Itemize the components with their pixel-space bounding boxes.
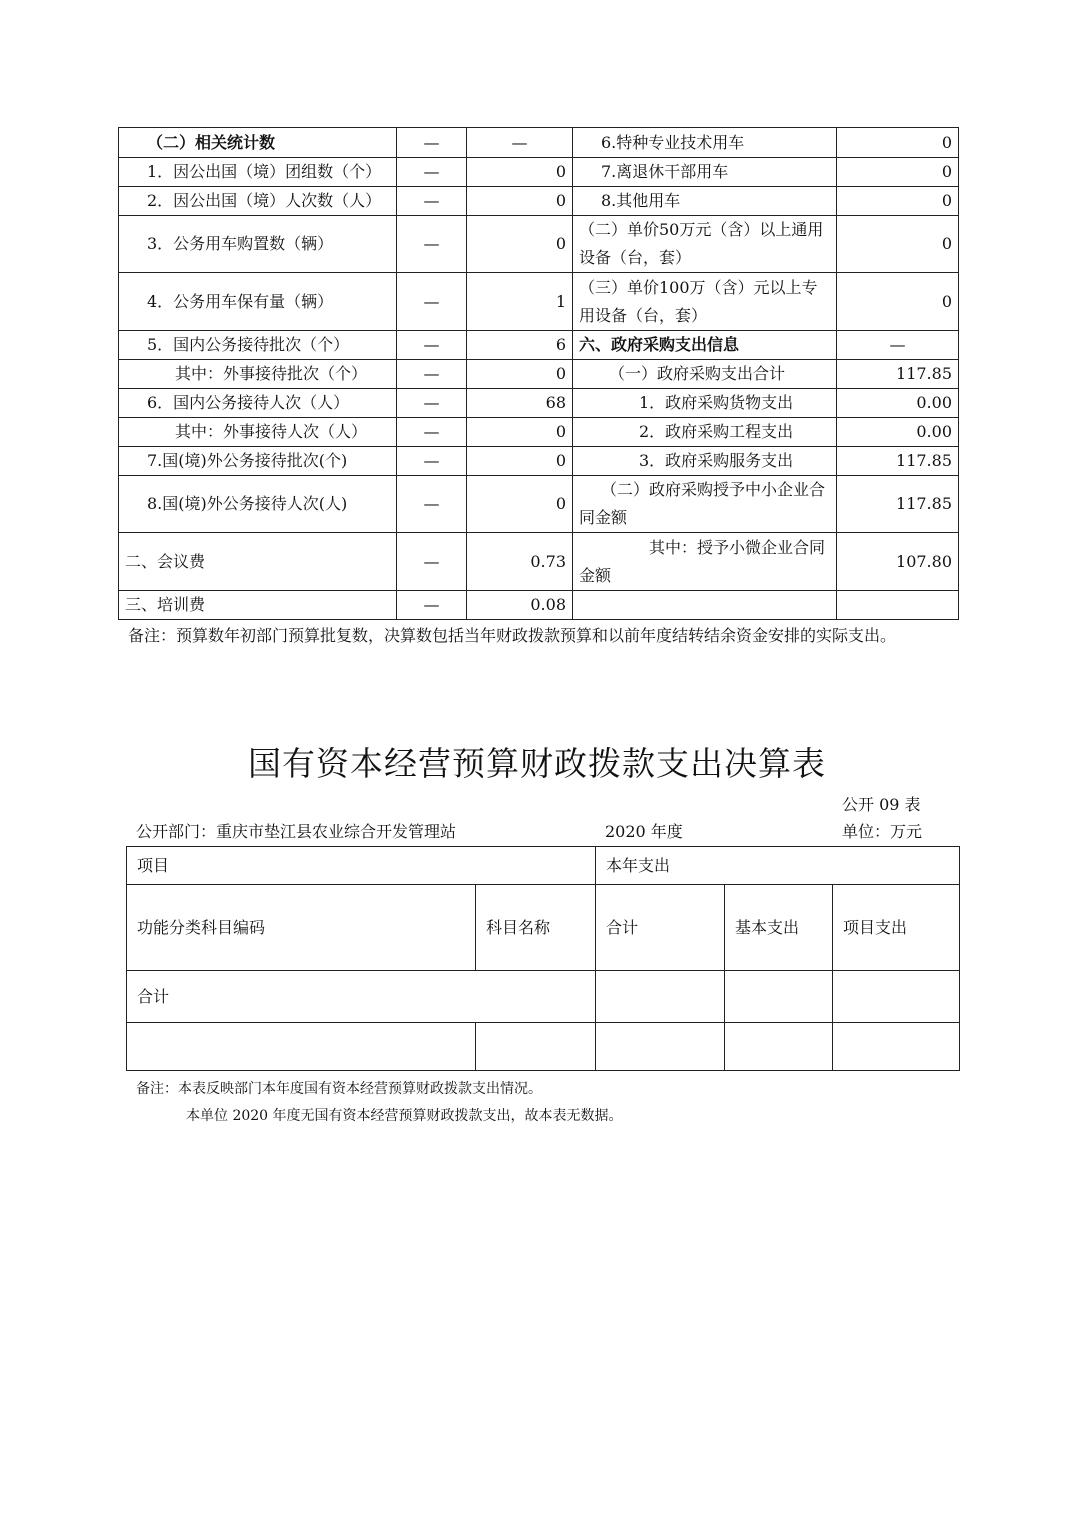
row-label: 2．因公出国（境）人次数（人） [119,187,397,216]
row-label: 1．因公出国（境）团组数（个） [119,158,397,187]
row-label: （二）相关统计数 [119,128,397,158]
row-label: 5．国内公务接待批次（个） [119,331,397,360]
row-label-right: （二）政府采购授予中小企业合同金额 [573,476,837,533]
code-cell [127,1023,476,1071]
row-label-right: 六、政府采购支出信息 [573,331,837,360]
row-label-right: （三）单价100万（含）元以上专用设备（台，套） [573,273,837,331]
budget-cell: — [397,360,467,389]
year-label: 2020 年度 [605,822,683,841]
column-header-row [127,885,960,971]
stats-table [118,127,959,620]
final-cell: 0 [467,418,573,447]
table-row [119,591,959,620]
total-cell [596,971,725,1023]
final-cell: 0 [467,158,573,187]
budget-cell: — [397,591,467,620]
total-cell [596,1023,725,1071]
project-cell [833,1023,960,1071]
table-row [127,1023,960,1071]
table-row [119,187,959,216]
value-cell-right: 0 [837,216,959,273]
final-cell: 6 [467,331,573,360]
final-cell: 0 [467,216,573,273]
col-basic: 基本支出 [725,885,833,971]
value-cell-right: 0 [837,158,959,187]
table-row [119,360,959,389]
final-cell: 0 [467,447,573,476]
final-cell: 1 [467,273,573,331]
col-name: 科目名称 [476,885,596,971]
table-row [119,216,959,273]
form-code: 公开 09 表 [842,795,921,814]
row-label-right: 8.其他用车 [573,187,837,216]
row-label-right [573,591,837,620]
row-label-right: 1．政府采购货物支出 [573,389,837,418]
budget-cell: — [397,216,467,273]
row-label-right: （二）单价50万元（含）以上通用设备（台，套） [573,216,837,273]
total-label: 合计 [127,971,596,1023]
col-project: 项目支出 [833,885,960,971]
final-cell: — [467,128,573,158]
final-cell: 68 [467,389,573,418]
budget-cell: — [397,476,467,533]
value-cell-right: — [837,331,959,360]
row-label: 其中：外事接待人次（人） [119,418,397,447]
header-item: 项目 [127,847,596,885]
budget-cell: — [397,533,467,591]
row-label-right: （一）政府采购支出合计 [573,360,837,389]
value-cell-right: 0 [837,187,959,216]
basic-cell [725,971,833,1023]
budget-cell: — [397,187,467,216]
value-cell-right: 107.80 [837,533,959,591]
final-cell: 0.73 [467,533,573,591]
value-cell-right: 117.85 [837,476,959,533]
capital-budget-table [126,846,960,1071]
col-total: 合计 [596,885,725,971]
row-label: 二、会议费 [119,533,397,591]
col-code: 功能分类科目编码 [127,885,476,971]
budget-cell: — [397,128,467,158]
budget-cell: — [397,158,467,187]
row-label: 7.国(境)外公务接待批次(个) [119,447,397,476]
basic-cell [725,1023,833,1071]
total-row [127,971,960,1023]
table-row [119,331,959,360]
value-cell-right: 117.85 [837,360,959,389]
final-cell: 0 [467,187,573,216]
row-label-right: 其中：授予小微企业合同金额 [573,533,837,591]
row-label-right: 3．政府采购服务支出 [573,447,837,476]
value-cell-right: 0 [837,273,959,331]
row-label: 6．国内公务接待人次（人） [119,389,397,418]
row-label-right: 6.特种专业技术用车 [573,128,837,158]
value-cell-right: 117.85 [837,447,959,476]
table-row [119,389,959,418]
budget-cell: — [397,418,467,447]
row-label: 其中：外事接待批次（个） [119,360,397,389]
budget-cell: — [397,273,467,331]
table-row [119,128,959,158]
budget-cell: — [397,331,467,360]
row-label: 4．公务用车保有量（辆） [119,273,397,331]
value-cell-right: 0.00 [837,389,959,418]
table-row [119,273,959,331]
stats-table-note: 备注：预算数年初部门预算批复数，决算数包括当年财政拨款预算和以前年度结转结余资金安排的实际支出。 [128,626,897,645]
table-row [119,447,959,476]
capital-note-line-1: 备注：本表反映部门本年度国有资本经营预算财政拨款支出情况。 [136,1081,542,1097]
final-cell: 0.08 [467,591,573,620]
table-row [119,418,959,447]
header-expense: 本年支出 [596,847,960,885]
capital-note-line-2: 本单位 2020 年度无国有资本经营预算财政拨款支出，故本表无数据。 [186,1108,623,1124]
row-label: 三、培训费 [119,591,397,620]
header-row [127,847,960,885]
table-row [119,476,959,533]
name-cell [476,1023,596,1071]
row-label: 8.国(境)外公务接待人次(人) [119,476,397,533]
value-cell-right: 0 [837,128,959,158]
unit-label: 单位：万元 [842,822,923,841]
project-cell [833,971,960,1023]
row-label-right: 7.离退休干部用车 [573,158,837,187]
table-row [119,158,959,187]
budget-cell: — [397,389,467,418]
final-cell: 0 [467,360,573,389]
row-label-right: 2．政府采购工程支出 [573,418,837,447]
value-cell-right [837,591,959,620]
table-row [119,533,959,591]
page-title: 国有资本经营预算财政拨款支出决算表 [248,744,826,783]
row-label: 3．公务用车购置数（辆） [119,216,397,273]
value-cell-right: 0.00 [837,418,959,447]
final-cell: 0 [467,476,573,533]
budget-cell: — [397,447,467,476]
department-label: 公开部门：重庆市垫江县农业综合开发管理站 [136,822,457,841]
